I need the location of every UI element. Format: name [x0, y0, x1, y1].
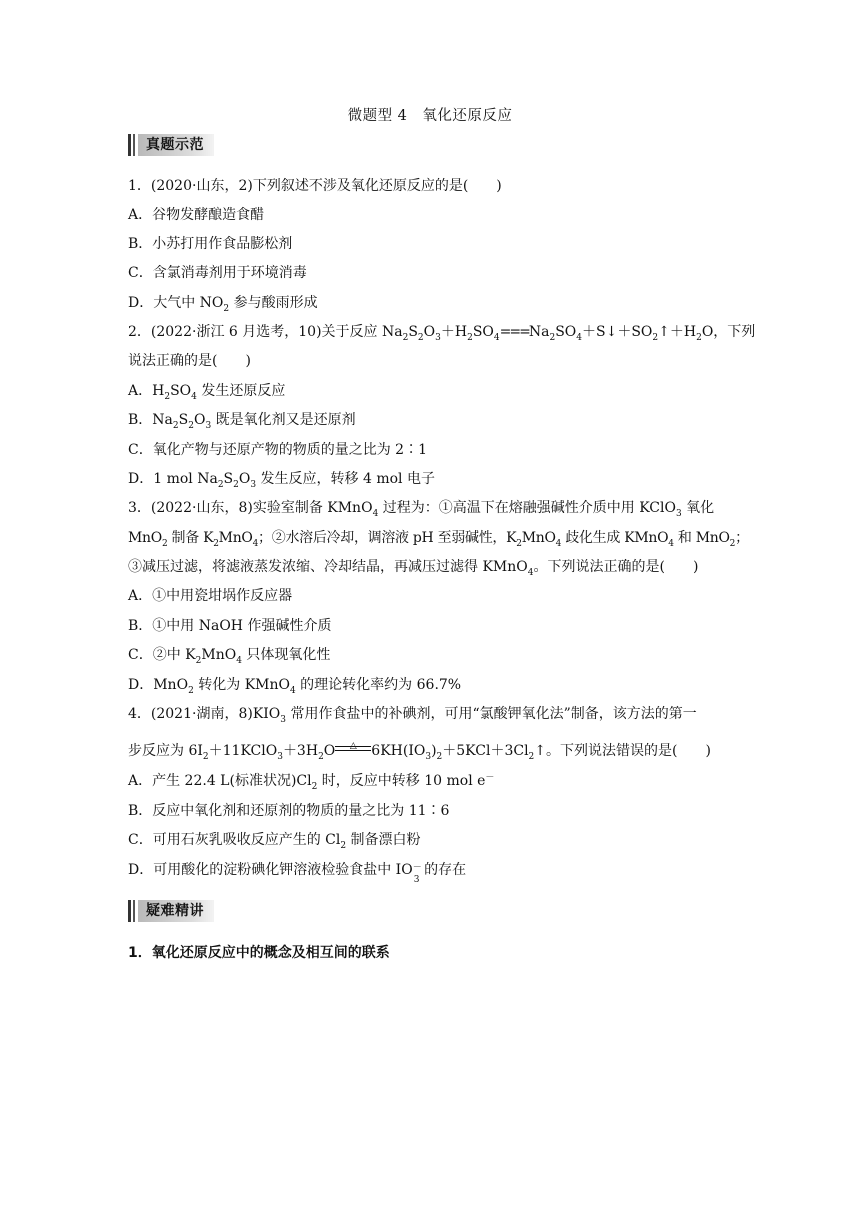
q3-stem-line1: 3．(2022·山东，8)实验室制备 KMnO$_4$ 过程为：①高温下在熔融强碱性介质中用 KClO$_3$ 氧化 — [128, 500, 715, 519]
q2-option-d: D．1 mol $Na_2S_2O_3$ 发生反应，转移 4 mol 电子 — [128, 471, 435, 490]
q4-stem-line1: 4．(2021·湖南，$8)KIO_3$ 常用作食盐中的补碘剂，可用“氯酸钾氧化法”制备，该方法的第一 — [128, 706, 697, 725]
q3-stem-line2: MnO$_2$ 制备 $K_2MnO_4$；②水溶后冷却，调溶液 pH 至弱碱性，$K_2MnO_4$ 歧化生成 KMnO$_4$ 和 MnO$_2$； — [128, 530, 749, 549]
q4-stem-line2: 步反应为 $6I_2+11KClO_3+3H_2O$ △ $6KH(IO_3)_2+5KCl+3Cl_2↑$。下列说法错误的是( ) — [128, 742, 738, 760]
banner-bar-icon — [128, 134, 131, 156]
q3-option-d: D．MnO$_2$ 转化为 KMnO$_4$ 的理论转化率约为 66.7% — [128, 677, 462, 696]
banner-bar-icon — [133, 134, 135, 156]
q2-stem-line2: 说法正确的是( ) — [128, 353, 251, 369]
section-title: 疑难精讲 — [138, 900, 214, 922]
section-banner-difficult-points — [128, 899, 214, 923]
q4-option-a: A．产生 22.4 L(标准状况)$Cl_2$ 时，反应中转移 10 mol e－ — [128, 772, 495, 792]
section-title: 真题示范 — [138, 134, 214, 156]
q2-stem: 2．(2022·浙江 6 月选考，10)关于反应 $Na_2S_2O_3+H_2SO_4===Na_2SO_4+S↓+SO_2↑+H_2O$，下列 — [128, 324, 756, 343]
q3-option-c: C．②中 $K_2MnO_4$ 只体现氧化性 — [128, 647, 331, 666]
q1-stem: 1．(2020·山东，2)下列叙述不涉及氧化还原反应的是( ) — [128, 178, 502, 194]
q1-option-d: D．大气中 $NO_2$ 参与酸雨形成 — [128, 295, 318, 314]
q1-option-b: B．小苏打用作食品膨松剂 — [128, 236, 293, 252]
banner-bar-icon — [128, 900, 131, 922]
q4-option-d: D．可用酸化的淀粉碘化钾溶液检验食盐中 IO － 3 的存在 — [128, 862, 467, 885]
q1-option-a: A．谷物发酵酿造食醋 — [128, 207, 265, 223]
q3-stem-line3: ③减压过滤，将滤液蒸发浓缩、冷却结晶，再减压过滤得 KMnO$_4$。下列说法正确的是( ) — [128, 559, 699, 578]
q2-option-c: C．氧化产物与还原产物的物质的量之比为 2∶1 — [128, 442, 427, 458]
q1-option-c: C．含氯消毒剂用于环境消毒 — [128, 265, 307, 281]
q4-option-b: B．反应中氧化剂和还原剂的物质的量之比为 11∶6 — [128, 803, 450, 819]
q4-option-c: C．可用石灰乳吸收反应产生的 $Cl_2$ 制备漂白粉 — [128, 832, 421, 851]
q3-option-b: B．①中用 NaOH 作强碱性介质 — [128, 618, 332, 634]
subheading: 1．氧化还原反应中的概念及相互间的联系 — [128, 945, 390, 961]
q2-option-a: A．$H_2SO_4$ 发生还原反应 — [128, 383, 286, 402]
q2-option-b: B．$Na_2S_2O_3$ 既是氧化剂又是还原剂 — [128, 412, 356, 431]
q3-option-a: A．①中用瓷坩埚作反应器 — [128, 588, 293, 604]
section-banner-real-questions — [128, 133, 214, 157]
banner-bar-icon — [133, 900, 135, 922]
page-title: 微题型 4 氧化还原反应 — [347, 108, 513, 124]
reaction-heat-arrow — [335, 741, 371, 755]
heat-triangle-icon: △ — [349, 741, 357, 751]
